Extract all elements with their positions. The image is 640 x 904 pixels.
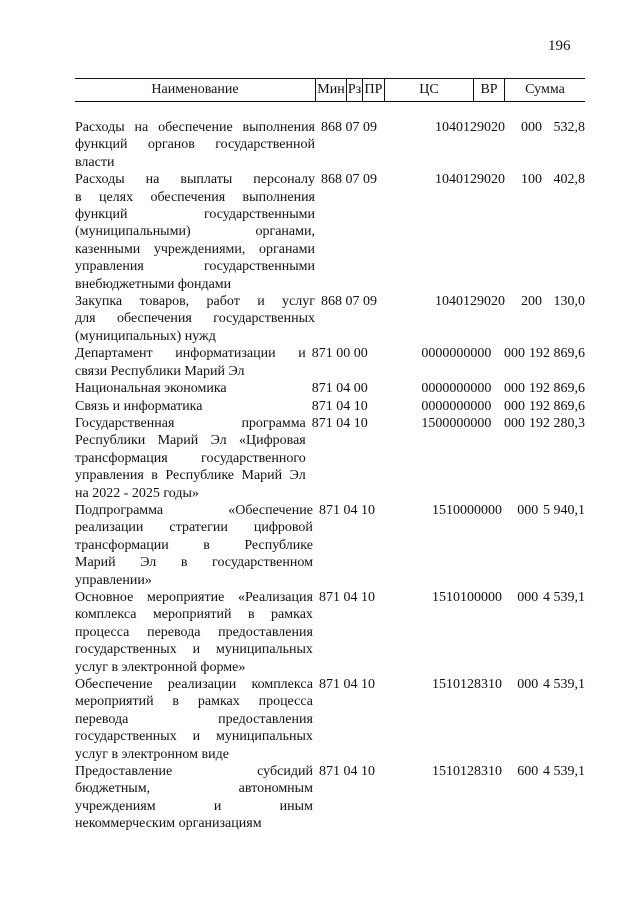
table-row [75,398,585,415]
row-name-line: управления в Республике Марий Эл [75,468,306,484]
row-name-line: Национальная экономика [75,381,227,397]
row-pr: 10 [360,677,375,692]
row-pr: 09 [363,120,377,135]
row-vr: 600 [517,764,539,780]
row-cs: 1510128310 [431,677,502,692]
row-rz: 07 [345,120,360,135]
row-pr: 09 [363,172,377,188]
row-vr: 000 [517,677,539,692]
row-rz: 00 [336,346,351,362]
row-codes [315,171,435,293]
row-name [75,171,315,293]
header-rz: Рз [346,79,362,101]
row-name-line: Предоставление субсидий [75,764,313,780]
row-vr: 000 [504,398,525,414]
row-name-line: государственных и муниципальных [75,729,313,745]
row-name-line: некоммерческим организациям [75,816,262,832]
row-name [75,502,313,589]
row-codes [313,589,432,676]
row-pr: 09 [363,294,377,310]
row-name-line: Государственная программа [75,415,306,431]
row-codes [313,676,432,763]
row-name-line: услуг в электронной форме» [75,659,246,675]
header-pr: ПР [362,79,384,101]
row-min: 871 [311,398,333,414]
row-name-line: Расходы на выплаты персоналу [75,172,315,188]
row-name-line: Связь и информатика [75,398,203,414]
row-cs: 1510128310 [431,764,502,780]
row-name-line: Основное мероприятие «Реализация [75,589,313,605]
row-name-line: Расходы на обеспечение выполнения [75,120,315,135]
row-sum: 4 539,1 [543,764,585,780]
row-name-line: внебюджетными фондами [75,276,232,292]
row-name-line: трансформации в Республике [75,537,313,553]
table-row [75,676,585,763]
table-body [75,119,585,833]
row-name-line: реализации стратегии цифровой [75,520,313,536]
row-name-line: Закупка товаров, работ и услуг [75,294,315,310]
row-codes [306,398,422,415]
row-cs: 1510100000 [431,589,502,605]
table-row [75,415,585,502]
row-name-line: управлении» [75,572,152,588]
row-pr: 00 [353,346,368,362]
row-min: 868 [321,294,342,310]
row-name-line: учреждениям и иным [75,798,313,814]
row-vr: 000 [504,415,525,431]
row-name [75,345,306,380]
row-min: 871 [311,346,333,362]
table-row [75,589,585,676]
row-cs: 0000000000 [421,346,492,362]
row-name-line: Обеспечение реализации комплекса [75,677,313,692]
row-name-line: казенными учреждениями, органами [75,241,315,257]
row-vr: 200 [521,294,542,310]
row-name-line: Департамент информатизации и [75,346,306,362]
row-rz: 04 [343,502,358,518]
row-cs: 1040129020 [435,294,505,310]
row-pr: 10 [353,398,368,414]
row-pr: 10 [360,502,375,518]
row-rz: 04 [336,381,351,397]
row-name-line: процесса перевода предоставления [75,624,313,640]
row-vr: 000 [504,346,525,362]
row-min: 868 [321,172,342,188]
row-vr: 000 [517,502,539,518]
row-cs: 1040129020 [435,120,505,135]
row-name-line: на 2022 - 2025 годы» [75,485,199,501]
row-sum: 192 869,6 [529,346,585,362]
table-row [75,763,585,833]
table-row [75,119,585,171]
row-rz: 07 [345,294,360,310]
row-sum: 532,8 [553,120,585,135]
row-rz: 04 [336,398,351,414]
row-name-line: трансформация государственного [75,450,306,466]
row-codes [313,763,432,833]
row-pr: 10 [360,589,375,605]
row-rz: 04 [343,677,358,692]
row-min: 871 [318,764,340,780]
row-cs: 0000000000 [421,381,492,397]
row-name-line: мероприятий в рамках процесса [75,694,313,710]
row-cs: 0000000000 [421,398,492,414]
row-codes [315,119,435,171]
row-vr: 000 [504,381,525,397]
row-name-line: функций государственными [75,207,315,223]
row-pr: 00 [353,381,368,397]
row-name-line: Подпрограмма «Обеспечение [75,502,313,518]
header-cs: ЦС [384,79,473,101]
row-rz: 04 [336,415,351,431]
header-min: Мин [315,79,346,101]
header-vr: ВР [473,79,504,101]
row-min: 871 [318,677,340,692]
page-number: 196 [548,38,571,54]
row-codes [306,415,422,502]
row-name-line: (муниципальных) нужд [75,328,216,344]
table-row [75,171,585,293]
row-name [75,380,306,397]
row-vr: 000 [521,120,542,135]
row-rz: 07 [345,172,360,188]
row-sum: 192 869,6 [529,398,585,414]
table-row [75,293,585,345]
row-sum: 192 869,6 [529,381,585,397]
row-sum: 402,8 [553,172,585,188]
row-name-line: для обеспечения государственных [75,311,315,327]
row-sum: 4 539,1 [543,589,585,605]
row-name-line: связи Республики Марий Эл [75,363,245,379]
row-name-line: в целях обеспечения выполнения [75,189,315,205]
header-name: Наименование [151,82,239,97]
row-name [75,293,315,345]
row-name [75,589,313,676]
row-rz: 04 [343,764,358,780]
row-sum: 192 280,3 [529,415,585,431]
row-min: 871 [318,589,340,605]
header-sum: Сумма [504,79,585,101]
row-min: 871 [318,502,340,518]
row-cs: 1500000000 [421,415,492,431]
row-cs: 1510000000 [431,502,502,518]
row-min: 871 [311,415,333,431]
row-name [75,676,313,763]
row-sum: 4 539,1 [543,677,585,692]
table-row [75,345,585,380]
table-row [75,380,585,397]
row-name-line: Марий Эл в государственном [75,555,313,571]
row-cs: 1040129020 [435,172,505,188]
row-rz: 04 [343,589,358,605]
row-name-line: управления государственными [75,259,315,275]
row-name-line: власти [75,154,115,170]
row-name [75,398,306,415]
row-vr: 100 [521,172,542,188]
row-codes [306,380,422,397]
row-name-line: Республики Марий Эл «Цифровая [75,433,306,449]
table-row [75,502,585,589]
row-name [75,119,315,171]
row-pr: 10 [360,764,375,780]
table-header [75,78,585,102]
row-name-line: перевода предоставления [75,711,313,727]
row-sum: 5 940,1 [543,502,585,518]
row-vr: 000 [517,589,539,605]
row-name-line: (муниципальными) органами, [75,224,315,240]
row-sum: 130,0 [553,294,585,310]
row-codes [315,293,435,345]
row-min: 868 [321,120,342,135]
row-codes [306,345,422,380]
row-name [75,763,313,833]
row-name [75,415,306,502]
row-min: 871 [311,381,333,397]
row-name-line: комплекса мероприятий в рамках [75,607,313,623]
row-pr: 10 [353,415,368,431]
row-name-line: государственных и муниципальных [75,642,313,658]
row-name-line: бюджетным, автономным [75,781,313,797]
budget-table [75,78,585,833]
row-codes [313,502,432,589]
row-name-line: функций органов государственной [75,137,315,153]
row-name-line: услуг в электронном виде [75,746,229,762]
